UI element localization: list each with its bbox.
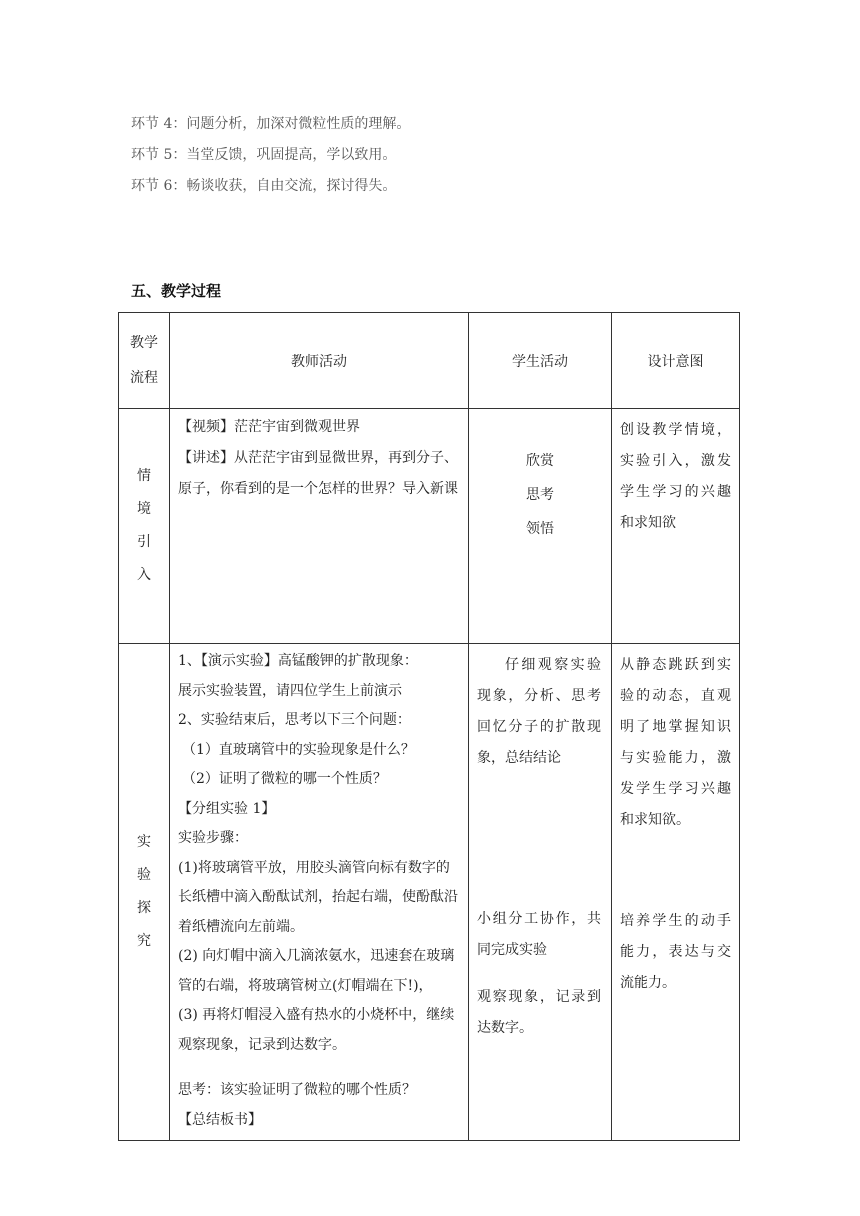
intro-step-4: 环节 4：问题分析，加深对微粒性质的理解。 (131, 116, 411, 132)
stage-cell: 实 验 探 究 (119, 644, 170, 1141)
design-intent: 从静态跳跃到实验的动态，直观明了地掌握知识与实验能力，激发学生学习兴趣和求知欲。 培养学生的动手能力，表达与交流能力。 (612, 644, 740, 1141)
intro-step-5: 环节 5：当堂反馈，巩固提高，学以致用。 (131, 147, 397, 163)
student-activity: 欣赏 思考 领悟 (469, 409, 612, 644)
header-design: 设计意图 (612, 313, 740, 409)
section-title: 五、教学过程 (131, 282, 222, 300)
intro-steps (131, 113, 751, 206)
intro-step-6: 环节 6：畅谈收获，自由交流，探讨得失。 (131, 178, 397, 194)
teacher-activity: 【视频】茫茫宇宙到微观世界 【讲述】从茫茫宇宙到显微世界，再到分子、原子，你看到的是一个怎样的世界？导入新课 (170, 409, 469, 644)
design-intent: 创设教学情境，实验引入，激发学生学习的兴趣和求知欲 (612, 409, 740, 644)
table-header-row (119, 313, 740, 409)
header-teacher: 教师活动 (170, 313, 469, 409)
header-student: 学生活动 (469, 313, 612, 409)
teacher-activity: 1、【演示实验】高锰酸钾的扩散现象： 展示实验装置，请四位学生上前演示 2、实验结束后，思考以下三个问题： （1）直玻璃管中的实验现象是什么？ （2）证明了微粒的哪一个性质？ 【分组实验 1】 实验步骤： (1)将玻璃管平放，用胶头滴管向标有数字的长纸槽中滴入酚酞试剂，抬起右端，使酚酞沿着纸槽流向左前端。 (2) 向灯帽中滴入几滴浓氨水，迅速套在玻璃管的右端，将玻璃管树立(灯帽端在下!)， (3) 再将灯帽浸入盛有热水的小烧杯中，继续观察现象，记录到达数字。 思考：该实验证明了微粒的哪个性质？ 【总结板书】 (170, 644, 469, 1141)
table-row (119, 644, 740, 1141)
stage-cell: 情 境 引 入 (119, 409, 170, 644)
teaching-process-table (118, 312, 740, 1141)
header-stage: 教学 流程 (119, 313, 170, 409)
table-row (119, 409, 740, 644)
student-activity: 仔细观察实验现象，分析、思考回忆分子的扩散现象，总结结论 小组分工协作，共同完成实验 观察现象，记录到达数字。 (469, 644, 612, 1141)
